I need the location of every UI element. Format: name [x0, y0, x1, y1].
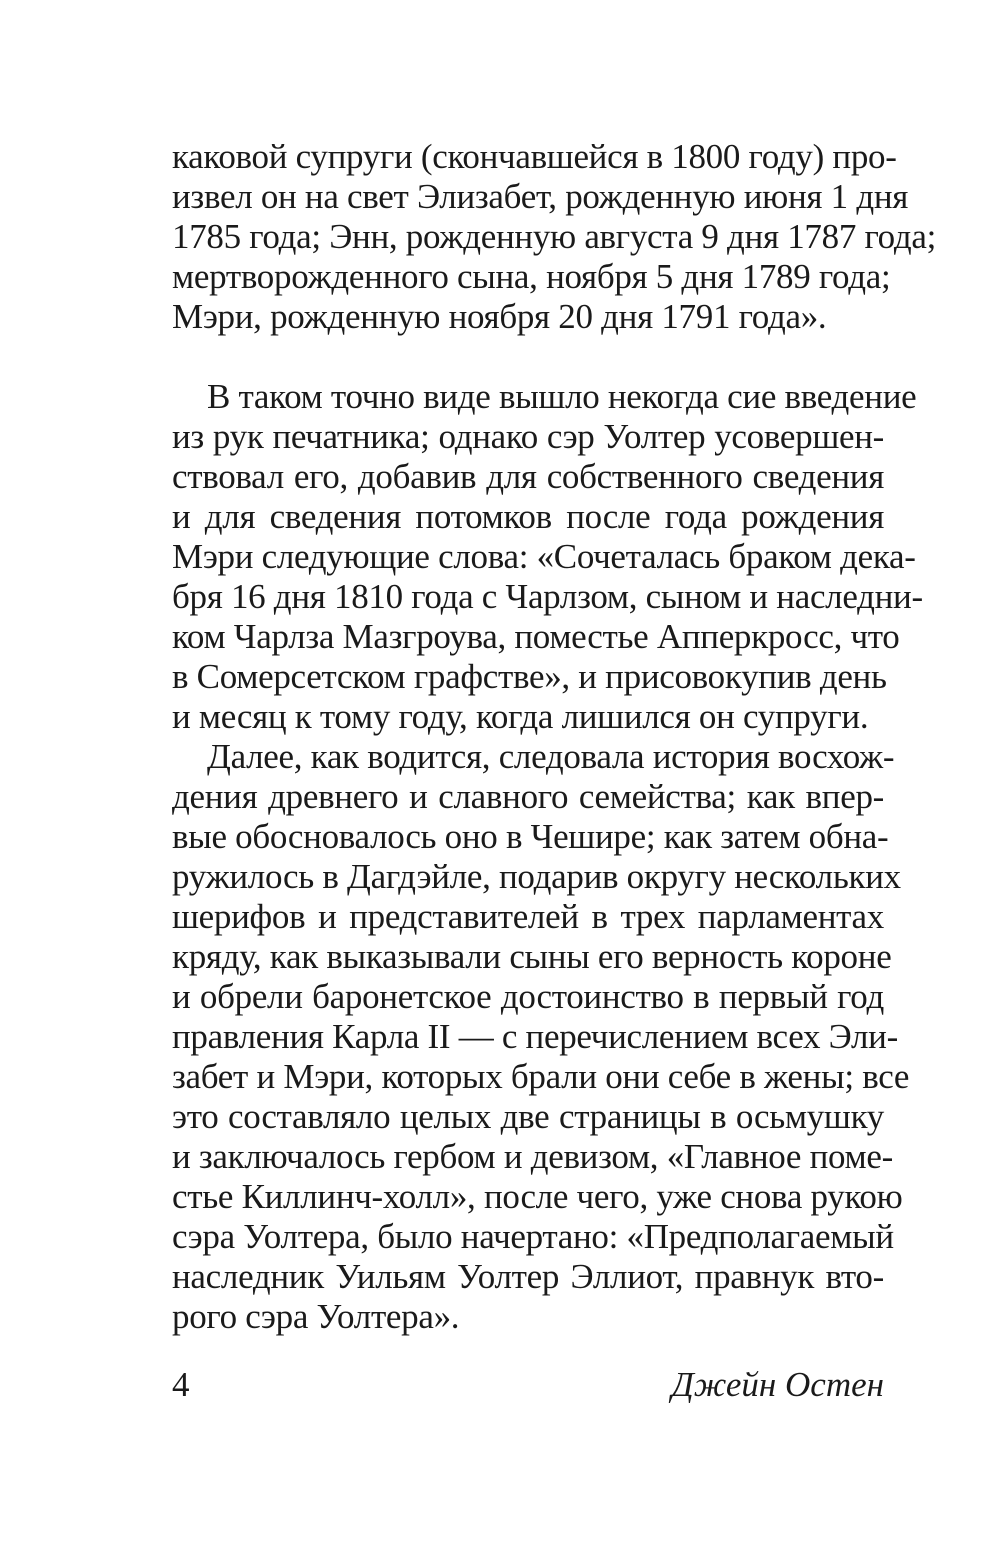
text-line: из рук печатника; однако сэр Уолтер усовершен-	[172, 417, 884, 456]
text-line: Мэри, рожденную ноября 20 дня 1791 года».	[172, 297, 827, 336]
text-line: Далее, как водится, следовала история восхож-	[207, 737, 895, 776]
text-line: мертворожденного сына, ноября 5 дня 1789 года;	[172, 257, 891, 296]
text-line: ружилось в Дагдэйле, подарив округу нескольких	[172, 857, 901, 896]
text-line: рого сэра Уолтера».	[172, 1297, 460, 1336]
text-line: стье Киллинч-холл», после чего, уже снова рукою	[172, 1177, 903, 1216]
text-line: наследник Уильям Уолтер Эллиот, правнук вто-	[172, 1257, 884, 1296]
text-line: и обрели баронетское достоинство в первый год	[172, 977, 884, 1016]
text-line: 1785 года; Энн, рожденную августа 9 дня 1787 года;	[172, 217, 937, 256]
running-footer-author: Джейн Остен	[671, 1365, 884, 1404]
text-line: это составляло целых две страницы в осьмушку	[172, 1097, 884, 1136]
page-number: 4	[172, 1365, 190, 1404]
text-line: ком Чарлза Мазгроува, поместье Апперкросс, что	[172, 617, 900, 656]
text-line: бря 16 дня 1810 года с Чарлзом, сыном и наследни-	[172, 577, 923, 616]
text-line: каковой супруги (скончавшейся в 1800 году) про-	[172, 137, 897, 176]
text-line: сэра Уолтера, было начертано: «Предполагаемый	[172, 1217, 894, 1256]
text-line: ствовал его, добавив для собственного сведения	[172, 457, 884, 496]
text-line: извел он на свет Элизабет, рожденную июня 1 дня	[172, 177, 909, 216]
text-line: вые обосновалось оно в Чешире; как затем обна-	[172, 817, 889, 856]
text-line: и заключалось гербом и девизом, «Главное поме-	[172, 1137, 893, 1176]
text-line: В таком точно виде вышло некогда сие введение	[207, 377, 917, 416]
text-line: в Сомерсетском графстве», и присовокупив день	[172, 657, 887, 696]
text-line: дения древнего и славного семейства; как впер-	[172, 777, 884, 816]
text-line: и для сведения потомков после года рождения	[172, 497, 884, 536]
text-line: Мэри следующие слова: «Сочеталась браком дека-	[172, 537, 916, 576]
text-line: правления Карла II — с перечислением всех Эли-	[172, 1017, 898, 1056]
text-line: кряду, как выказывали сыны его верность короне	[172, 937, 892, 976]
text-line: и месяц к тому году, когда лишился он супруги.	[172, 697, 869, 736]
text-line: забет и Мэри, которых брали они себе в жены; все	[172, 1057, 910, 1096]
text-line: шерифов и представителей в трех парламентах	[172, 897, 884, 936]
